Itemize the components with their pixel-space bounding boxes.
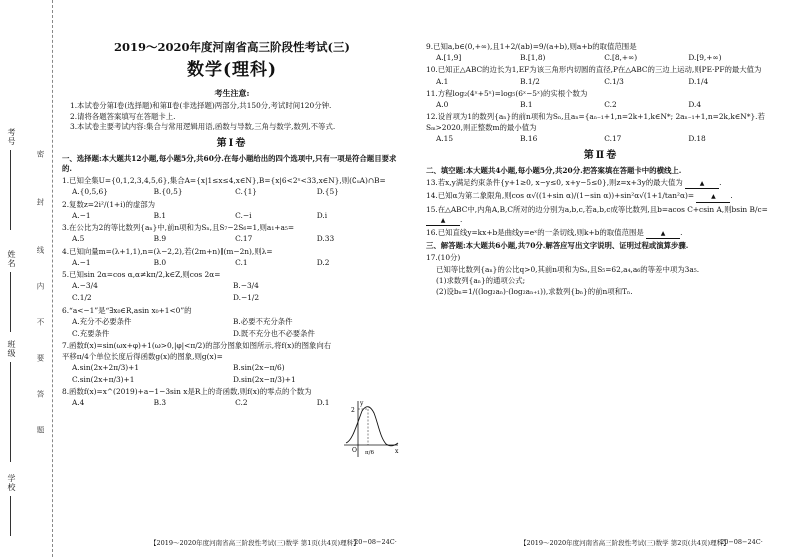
option: C.{1}	[235, 187, 258, 197]
answer-blank: ▲	[696, 193, 730, 202]
option: C.2	[604, 100, 617, 110]
option: D.1/4	[688, 76, 709, 86]
question-2-options	[62, 211, 402, 221]
part-2-heading: 第Ⅱ卷	[583, 149, 619, 161]
option: C.充要条件	[72, 329, 110, 339]
option: B.sin(2x−π/6)	[233, 362, 285, 372]
question-1-options	[62, 187, 402, 197]
option: D.1	[316, 398, 330, 408]
answer-blank: ▲	[685, 180, 719, 189]
question-1: 1.已知全集U={0,1,2,3,4,5,6},集合A={x|1≤x≤4,x∈N},B={x|6<2ˣ<33,x∈N},则(∁ᵤA)∩B=	[62, 176, 386, 186]
binding-margin	[0, 0, 53, 557]
option: A.0	[436, 100, 449, 110]
seal-char: 封	[36, 198, 45, 206]
question-7-graph	[340, 397, 402, 459]
question-5-options	[62, 281, 402, 291]
page-1-footer: 【2019～2020年度河南省高三阶段性考试(三)数学 第1页(共4页)理科】	[150, 539, 360, 547]
choice-section-heading: 一、选择题:本大题共12小题,每小题5分,共60分.在每小题给出的四个选项中,只有一项是符合题目要求的.	[62, 153, 397, 174]
x-tick-label: π/6	[365, 450, 374, 456]
page-2-column	[426, 40, 776, 298]
question-14-text: 14.已知α为第二象限角,则cos α√((1+sin α)/(1−sin α))+sin²α√(1+1/tan²α)=	[426, 191, 695, 201]
option: C.17	[604, 133, 622, 143]
option: A.−3/4	[72, 281, 98, 291]
question-13-text: 13.若x,y满足约束条件{y+1≥0, x−y≤0, x+y−5≤0},则z=x+3y的最大值为	[426, 177, 683, 187]
question-5-options	[62, 293, 402, 303]
question-16-text: 16.已知直线y=kx+b是曲线y=eˣ的一条切线,则k+b的取值范围是	[426, 228, 644, 237]
option: A.15	[436, 133, 454, 143]
page-1-column	[62, 40, 402, 411]
option: B.3	[153, 398, 167, 408]
solve-section-heading: 三、解答题:本大题共6小题,共70分.解答应写出文字说明、证明过程或演算步骤.	[426, 241, 689, 251]
question-3: 3.在公比为2的等比数列{aₙ}中,前n项和为Sₙ,且S₇−2S₆=1,则a₁+a₅=	[62, 223, 295, 233]
y-tick-label: 2	[351, 407, 355, 414]
question-11-options	[426, 100, 776, 110]
option: D.2	[316, 257, 330, 267]
question-9: 9.已知a,b∈(0,+∞),且1+2/(ab)=9/(a+b),则a+b的取值范围是	[426, 42, 637, 51]
option: A.−1	[72, 257, 91, 267]
option: B.必要不充分条件	[233, 316, 293, 326]
option: B.1/2	[520, 76, 540, 86]
option: C.[8,+∞)	[604, 53, 638, 63]
question-5: 5.已知sin 2α=cos α,α≠kπ/2,k∈Z,则cos 2α=	[62, 269, 221, 279]
page-1-code: ·20−08−24C·	[352, 538, 397, 546]
x-axis-label: x	[395, 448, 399, 455]
exam-number-line	[10, 150, 11, 230]
origin-label: O	[352, 447, 357, 454]
option: B.[1,8)	[520, 53, 546, 63]
option: D.i	[316, 210, 328, 220]
subject-title: 数学(理科)	[186, 59, 278, 80]
page-2-code: ·20−08−24C·	[718, 538, 763, 546]
question-7-options	[62, 375, 402, 385]
option: A.1	[436, 76, 449, 86]
option: C.1/3	[604, 76, 624, 86]
question-17-stem: 17.(10分)	[426, 253, 461, 263]
option: D.{5}	[316, 187, 339, 197]
question-10-options	[426, 77, 776, 87]
note-item: 2.请将各题答案填写在答题卡上.	[70, 111, 176, 121]
question-7: 7.函数f(x)=sin(ωx+φ)+1(ω>0,|φ|<π/2)的部分图象如图所示,将f(x)的图象向右平移π/4个单位长度后得函数g(x)的图象,则g(x)=	[62, 341, 332, 361]
class-line	[10, 362, 11, 462]
option: A.5	[72, 234, 85, 244]
question-8: 8.函数f(x)=x^(2019)+a−1−3sin x是R上的奇函数,则f(x)的零点的个数为	[62, 387, 312, 397]
question-4: 4.已知向量m=(λ+1,1),n=(λ−2,2),若(2m+n)∥(m−2n),则λ=	[62, 246, 273, 256]
option: D.既不充分也不必要条件	[233, 329, 315, 339]
school-label: 学校	[7, 474, 16, 492]
option: A.充分不必要条件	[72, 316, 132, 326]
school-line	[10, 496, 11, 536]
y-axis-label: y	[360, 400, 364, 407]
option: A.{0,5,6}	[72, 187, 108, 197]
option: D.sin(2x−π/3)+1	[233, 374, 296, 384]
option: D.18	[688, 133, 706, 143]
question-17-body: 已知等比数列{aₙ}的公比q>0,其前n项和为Sₙ,且S₅=62,a₄,a₆的等差中项为3a₅.	[436, 264, 700, 274]
seal-char: 不	[36, 318, 45, 326]
question-16: 16.已知直线y=kx+b是曲线y=eˣ的一条切线,则k+b的取值范围是 ▲ .	[426, 228, 776, 239]
notes-heading: 考生注意:	[214, 88, 250, 99]
question-11: 11.方程log₂(4ˣ+5ˣ)=log₅(6ˣ−5ˣ)的实根个数为	[426, 88, 588, 98]
note-item: 3.本试卷主要考试内容:集合与常用逻辑用语,函数与导数,三角与数学,数列,不等式.	[70, 121, 336, 131]
exam-number-label: 考号	[7, 128, 16, 146]
option: B.16	[520, 133, 538, 143]
seal-char: 内	[36, 282, 45, 290]
option: B.1	[153, 210, 167, 220]
question-2: 2.复数z=2i²/(1+i)的虚部为	[62, 199, 156, 209]
option: C.17	[235, 234, 253, 244]
option: C.sin(2x+π/3)+1	[72, 374, 135, 384]
part-1-heading: 第Ⅰ卷	[216, 138, 248, 149]
option: C.1	[235, 257, 248, 267]
option: B.{0,5}	[153, 187, 183, 197]
answer-blank: ▲	[646, 230, 680, 239]
option: C.2	[235, 398, 248, 408]
fill-section-heading: 二、填空题:本大题共4小题,每小题5分,共20分.把答案填在答题卡中的横线上.	[426, 165, 682, 175]
question-9-options	[426, 53, 776, 63]
question-13: 13.若x,y满足约束条件{y+1≥0, x−y≤0, x+y−5≤0},则z=x+3y的最大值为 ▲ .	[426, 178, 776, 189]
seal-char: 线	[36, 246, 45, 254]
seal-char: 密	[36, 150, 45, 158]
option: B.1	[520, 100, 533, 110]
option: B.9	[153, 234, 167, 244]
question-7-options	[62, 363, 402, 373]
answer-blank: ▲	[426, 217, 460, 226]
option: B.−3/4	[233, 281, 259, 291]
option: A.−1	[72, 210, 91, 220]
question-10: 10.已知正△ABC的边长为1,EF为该三角形内切圆的直径,P在△ABC的三边上运动,则PE·PF的最大值为	[426, 65, 762, 75]
option: C.−i	[235, 210, 252, 220]
name-line	[10, 272, 11, 332]
option: D.[9,+∞)	[688, 53, 722, 63]
option: A.4	[72, 398, 85, 408]
seal-char: 答	[36, 390, 45, 398]
page-2-footer: 【2019～2020年度河南省高三阶段性考试(三)数学 第2页(共4页)理科】	[520, 539, 730, 547]
question-15: 15.在△ABC中,内角A,B,C所对的边分别为a,b,c,若a,b,c成等比数列,且b=acos C+csin A,则bsin B/c= ▲ .	[426, 205, 776, 226]
option: A.sin(2x+2π/3)+1	[72, 362, 140, 372]
question-6: 6.“a<−1”是“∃x₀∈R,asin x₀+1<0”的	[62, 305, 192, 315]
question-15-text: 15.在△ABC中,内角A,B,C所对的边分别为a,b,c,若a,b,c成等比数列,且b=acos C+csin A,则bsin B/c=	[426, 204, 768, 214]
seal-char: 题	[36, 426, 45, 434]
question-12: 12.设首项为1的数列{aₙ}的前n项和为Sₙ,且aₙ={aₙ₋₁+1,n=2k+1,k∈N*; 2aₙ₋₁+1,n=2k,k∈N*}.若Sₘ>2020,则正整数m的最小值为	[426, 112, 765, 132]
question-17-part-2: (2)设bₙ=1/((log₂aₙ)·(log₂aₙ₊₁)),求数列{bₙ}的前n项和Tₙ.	[436, 287, 633, 297]
question-12-options	[426, 134, 776, 144]
question-17-part-1: (1)求数列{aₙ}的通项公式;	[436, 275, 526, 285]
question-4-options	[62, 258, 402, 268]
option: D.33	[316, 234, 335, 244]
exam-title: 2019～2020年度河南省高三阶段性考试(三)	[114, 40, 350, 54]
option: C.1/2	[72, 293, 92, 303]
question-14: 14.已知α为第二象限角,则cos α√((1+sin α)/(1−sin α))+sin²α√(1+1/tan²α)= ▲ .	[426, 191, 776, 202]
option: B.0	[153, 257, 167, 267]
question-6-options	[62, 329, 402, 339]
note-item: 1.本试卷分第Ⅰ卷(选择题)和第Ⅱ卷(非选择题)两部分,共150分,考试时间120分钟.	[70, 101, 332, 111]
question-6-options	[62, 317, 402, 327]
class-label: 班级	[7, 340, 16, 358]
name-label: 姓名	[7, 250, 16, 268]
seal-char: 要	[36, 354, 45, 362]
option: A.[1,9]	[436, 53, 462, 63]
question-3-options	[62, 234, 402, 244]
option: D.4	[688, 100, 702, 110]
option: D.−1/2	[233, 293, 260, 303]
